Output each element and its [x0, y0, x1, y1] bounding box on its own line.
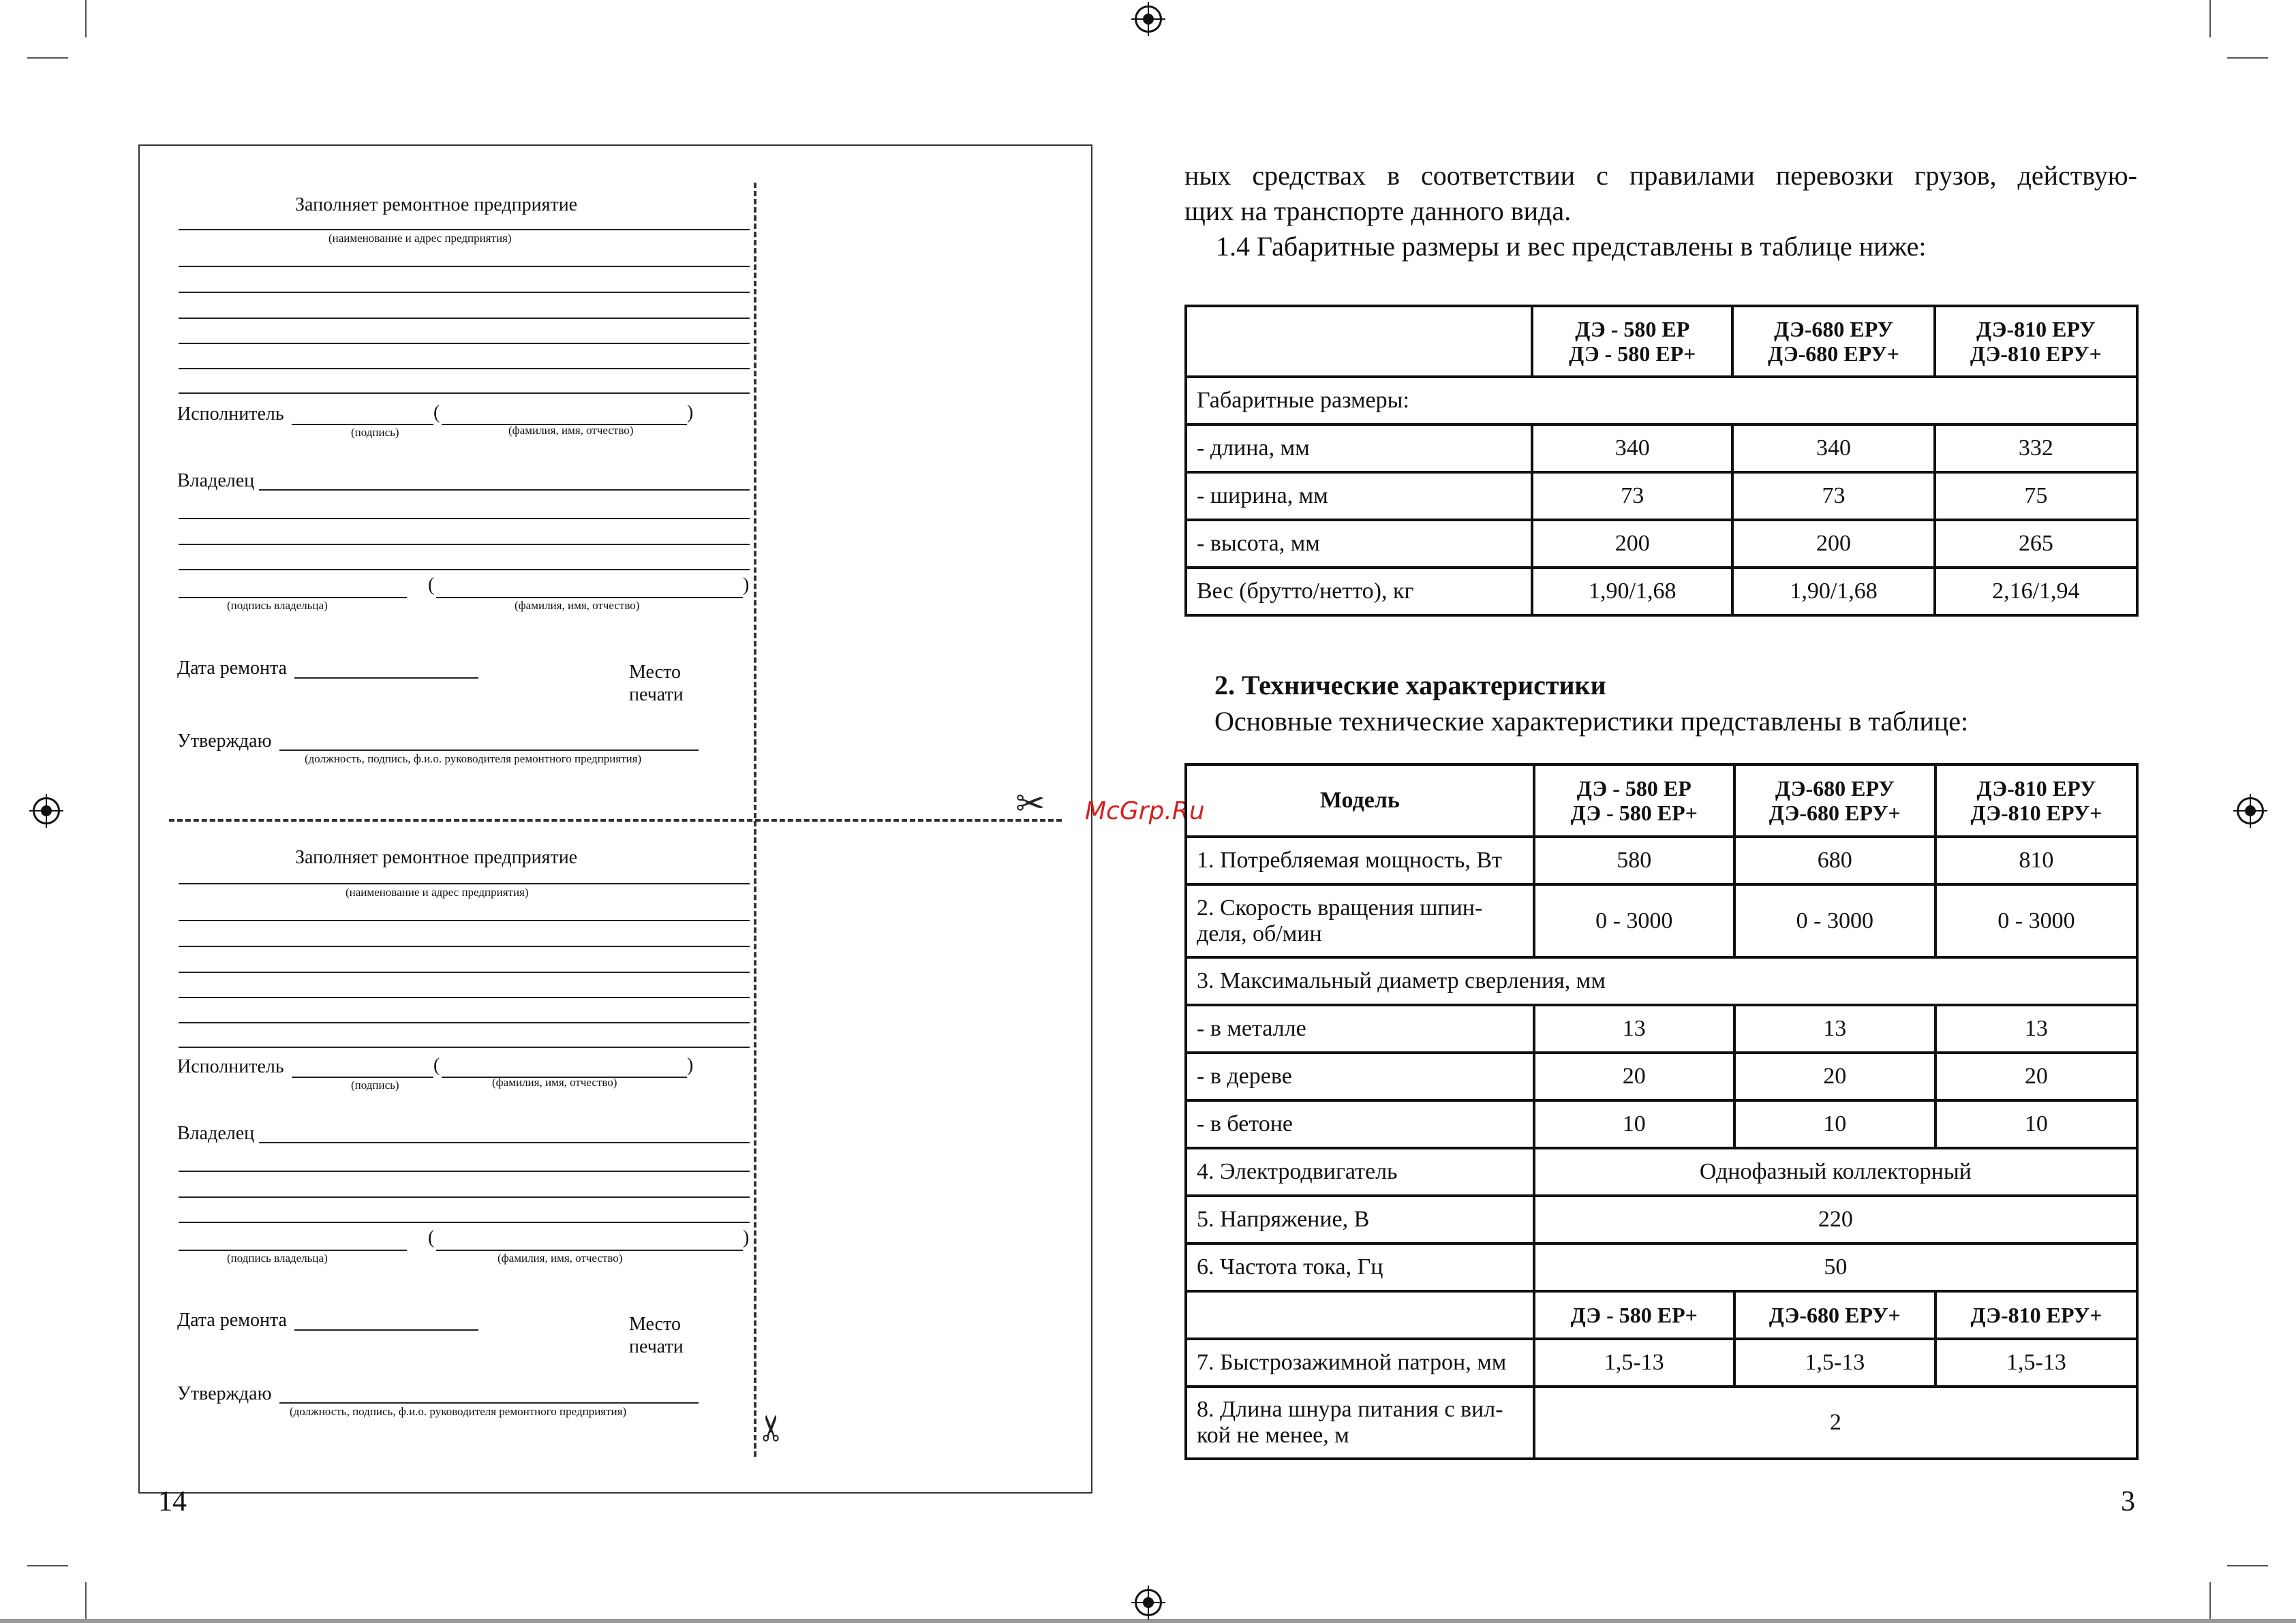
- table-row: [1186, 1053, 2137, 1100]
- cell: 200: [1532, 520, 1732, 568]
- enterprise-line: [179, 883, 750, 884]
- model-label-cell: Модель: [1186, 764, 1534, 837]
- paren-close: ): [687, 1055, 694, 1076]
- cell: 50: [1534, 1243, 2137, 1291]
- owner-signature-line[interactable]: [179, 597, 407, 598]
- cell: 10: [1734, 1100, 1935, 1148]
- page-number-left: 14: [158, 1486, 187, 1517]
- row-label: - высота, мм: [1186, 520, 1532, 568]
- table-header-row: [1186, 306, 2137, 377]
- section-intro: Основные технические характеристики представлены в таблице:: [1214, 706, 1969, 737]
- blank-line: [179, 544, 750, 545]
- cell: Однофазный коллекторный: [1534, 1148, 2137, 1196]
- crop-mark: [85, 1582, 87, 1623]
- intro-line: 1.4 Габаритные размеры и вес представлены в таблице ниже:: [1216, 231, 1927, 262]
- table-row: [1186, 1148, 2137, 1196]
- model-header-cell: ДЭ-680 ЕРУ ДЭ-680 ЕРУ+: [1734, 764, 1935, 837]
- cell: 20: [1734, 1053, 1935, 1100]
- section-title: 2. Технические характеристики: [1214, 670, 1606, 700]
- scissors-icon: ✂: [1015, 785, 1045, 824]
- empty-cell: [1186, 306, 1532, 377]
- cell: 10: [1534, 1100, 1734, 1148]
- approve-line[interactable]: [279, 1402, 699, 1404]
- crop-mark: [2209, 1582, 2211, 1623]
- blank-line: [179, 343, 750, 344]
- paren-open: (: [428, 574, 435, 596]
- cell: 20: [1534, 1053, 1734, 1100]
- row-label: 1. Потребляемая мощность, Вт: [1186, 837, 1534, 884]
- signature-caption: (подпись): [351, 426, 399, 439]
- repair-date-line[interactable]: [294, 677, 478, 679]
- table-row: [1186, 1243, 2137, 1291]
- registration-mark-left: [33, 797, 60, 824]
- executor-signature-line[interactable]: [292, 1077, 433, 1078]
- approve-line[interactable]: [279, 749, 699, 751]
- cell: 220: [1534, 1196, 2137, 1243]
- cell: 13: [1935, 1005, 2137, 1053]
- intro-line: ных средствах в соответствии с правилами перевозки грузов, действую-: [1184, 160, 2137, 191]
- table-row: [1186, 568, 2137, 615]
- row-label: 6. Частота тока, Гц: [1186, 1243, 1534, 1291]
- owner-fio-caption: (фамилия, имя, отчество): [498, 1252, 623, 1265]
- blank-line: [179, 1171, 750, 1172]
- blank-line: [179, 318, 750, 319]
- row-label: 4. Электродвигатель: [1186, 1148, 1534, 1196]
- cell: 265: [1935, 520, 2137, 568]
- paren-open: (: [428, 1227, 435, 1248]
- repair-date-label: Дата ремонта: [177, 658, 287, 679]
- table-row: [1186, 377, 2137, 424]
- intro-line: щих на транспорте данного вида.: [1184, 196, 1572, 226]
- blank-line: [179, 266, 750, 267]
- enterprise-caption: (наименование и адрес предприятия): [346, 886, 529, 899]
- repair-date-line[interactable]: [294, 1329, 478, 1331]
- enterprise-caption: (наименование и адрес предприятия): [328, 232, 512, 245]
- crop-mark: [27, 57, 68, 59]
- empty-cell: [1186, 1291, 1534, 1339]
- cell: 13: [1534, 1005, 1734, 1053]
- executor-label: Исполнитель: [177, 1056, 284, 1077]
- cell: 810: [1935, 837, 2137, 884]
- approve-caption: (должность, подпись, ф.и.о. руководителя ремонтного предприятия): [290, 1405, 627, 1418]
- cell: 1,5-13: [1734, 1339, 1935, 1387]
- cell: 200: [1732, 520, 1934, 568]
- form-header: Заполняет ремонтное предприятие: [295, 194, 578, 215]
- owner-line[interactable]: [259, 489, 750, 491]
- table-row: [1186, 424, 2137, 472]
- form-header: Заполняет ремонтное предприятие: [295, 847, 578, 868]
- section-label-cell: 3. Максимальный диаметр сверления, мм: [1186, 957, 2137, 1005]
- row-label: 2. Скорость вращения шпин- деля, об/мин: [1186, 884, 1534, 957]
- horizontal-cut-line: [169, 819, 1062, 822]
- cell: 1,90/1,68: [1532, 568, 1732, 615]
- row-label: - в бетоне: [1186, 1100, 1534, 1148]
- row-label: 8. Длина шнура питания с вил- кой не менее, м: [1186, 1387, 1534, 1459]
- cell: 73: [1532, 472, 1732, 520]
- stamp-label: печати: [629, 1336, 684, 1357]
- watermark: McGrp.Ru: [1085, 797, 1205, 825]
- table-header-row: [1186, 1291, 2137, 1339]
- model-header-cell: ДЭ-810 ЕРУ ДЭ-810 ЕРУ+: [1935, 764, 2137, 837]
- model-header-cell: ДЭ-810 ЕРУ ДЭ-810 ЕРУ+: [1935, 306, 2137, 377]
- signature-caption: (подпись): [351, 1079, 399, 1092]
- model-header-cell: ДЭ - 580 ЕР ДЭ - 580 ЕР+: [1534, 764, 1734, 837]
- blank-line: [179, 946, 750, 947]
- repair-date-label: Дата ремонта: [177, 1310, 287, 1331]
- row-label: 5. Напряжение, В: [1186, 1196, 1534, 1243]
- stamp-label: Место: [629, 662, 681, 683]
- table-row: [1186, 1100, 2137, 1148]
- approve-caption: (должность, подпись, ф.и.о. руководителя ремонтного предприятия): [305, 752, 642, 765]
- blank-line: [179, 518, 750, 519]
- crop-mark: [85, 0, 87, 37]
- owner-line[interactable]: [259, 1142, 750, 1143]
- row-label: Вес (брутто/нетто), кг: [1186, 568, 1532, 615]
- crop-mark: [27, 1565, 68, 1566]
- table-row: [1186, 1339, 2137, 1387]
- paren-close: ): [687, 402, 694, 423]
- paren-open: (: [433, 402, 440, 423]
- registration-mark-top: [1135, 5, 1162, 33]
- fio-caption: (фамилия, имя, отчество): [508, 424, 634, 437]
- dimensions-table: [1184, 305, 2139, 617]
- table-header-row: [1186, 764, 2137, 837]
- model-header-cell: ДЭ-680 ЕРУ ДЭ-680 ЕРУ+: [1732, 306, 1934, 377]
- crop-mark: [2227, 57, 2268, 59]
- cell: 340: [1532, 424, 1732, 472]
- table-row: [1186, 472, 2137, 520]
- table-row: [1186, 837, 2137, 884]
- blank-line: [179, 569, 750, 570]
- cell: 0 - 3000: [1534, 884, 1734, 957]
- page-number-right: 3: [2121, 1486, 2135, 1517]
- row-label: - ширина, мм: [1186, 472, 1532, 520]
- executor-label: Исполнитель: [177, 403, 284, 424]
- enterprise-line: [179, 229, 750, 230]
- table-row: [1186, 1196, 2137, 1243]
- blank-line: [179, 997, 750, 998]
- table-row: [1186, 884, 2137, 957]
- model-header-cell: ДЭ-810 ЕРУ+: [1935, 1291, 2137, 1339]
- cell: 73: [1732, 472, 1934, 520]
- paren-open: (: [433, 1055, 440, 1076]
- cell: 1,5-13: [1935, 1339, 2137, 1387]
- owner-signature-caption: (подпись владельца): [227, 1252, 328, 1265]
- approve-label: Утверждаю: [177, 1383, 272, 1404]
- cell: 75: [1935, 472, 2137, 520]
- blank-line: [179, 920, 750, 921]
- stamp-label: Место: [629, 1314, 681, 1335]
- scissors-icon: ✂: [752, 1413, 792, 1443]
- cell: 1,5-13: [1534, 1339, 1734, 1387]
- cell: 680: [1734, 837, 1935, 884]
- blank-line: [179, 972, 750, 973]
- crop-mark: [2209, 0, 2211, 37]
- model-header-cell: ДЭ-680 ЕРУ+: [1734, 1291, 1935, 1339]
- owner-fio-line[interactable]: [436, 597, 743, 598]
- fio-caption: (фамилия, имя, отчество): [492, 1076, 617, 1089]
- owner-fio-line[interactable]: [436, 1250, 743, 1251]
- blank-line: [179, 392, 750, 394]
- model-header-cell: ДЭ - 580 ЕР ДЭ - 580 ЕР+: [1532, 306, 1732, 377]
- cell: 2,16/1,94: [1935, 568, 2137, 615]
- crop-mark: [2227, 1565, 2268, 1566]
- executor-signature-line[interactable]: [292, 424, 433, 425]
- blank-line: [179, 1222, 750, 1223]
- cell: 1,90/1,68: [1732, 568, 1934, 615]
- row-label: - в дереве: [1186, 1053, 1534, 1100]
- stamp-label: печати: [629, 684, 684, 705]
- specs-table: [1184, 763, 2139, 1460]
- row-label: - длина, мм: [1186, 424, 1532, 472]
- cell: 20: [1935, 1053, 2137, 1100]
- owner-label: Владелец: [177, 1123, 255, 1144]
- cell: 13: [1734, 1005, 1935, 1053]
- cell: 580: [1534, 837, 1734, 884]
- paren-close: ): [743, 1227, 750, 1248]
- owner-signature-line[interactable]: [179, 1250, 407, 1251]
- registration-mark-right: [2237, 797, 2264, 824]
- blank-line: [179, 1047, 750, 1048]
- owner-fio-caption: (фамилия, имя, отчество): [515, 599, 640, 612]
- section-label-cell: Габаритные размеры:: [1186, 377, 2137, 424]
- paren-close: ): [743, 574, 750, 596]
- blank-line: [179, 1196, 750, 1198]
- cell: 332: [1935, 424, 2137, 472]
- blank-line: [179, 292, 750, 293]
- table-row: [1186, 957, 2137, 1005]
- model-header-cell: ДЭ - 580 ЕР+: [1534, 1291, 1734, 1339]
- row-label: - в металле: [1186, 1005, 1534, 1053]
- approve-label: Утверждаю: [177, 730, 272, 752]
- cell: 0 - 3000: [1935, 884, 2137, 957]
- cell: 10: [1935, 1100, 2137, 1148]
- blank-line: [179, 368, 750, 369]
- registration-mark-bottom: [1135, 1589, 1162, 1616]
- table-row: [1186, 520, 2137, 568]
- cell: 0 - 3000: [1734, 884, 1935, 957]
- table-row: [1186, 1387, 2137, 1459]
- cell: 340: [1732, 424, 1934, 472]
- owner-signature-caption: (подпись владельца): [227, 599, 328, 612]
- cell: 2: [1534, 1387, 2137, 1459]
- table-row: [1186, 1005, 2137, 1053]
- row-label: 7. Быстрозажимной патрон, мм: [1186, 1339, 1534, 1387]
- owner-label: Владелец: [177, 470, 255, 491]
- blank-line: [179, 1022, 750, 1023]
